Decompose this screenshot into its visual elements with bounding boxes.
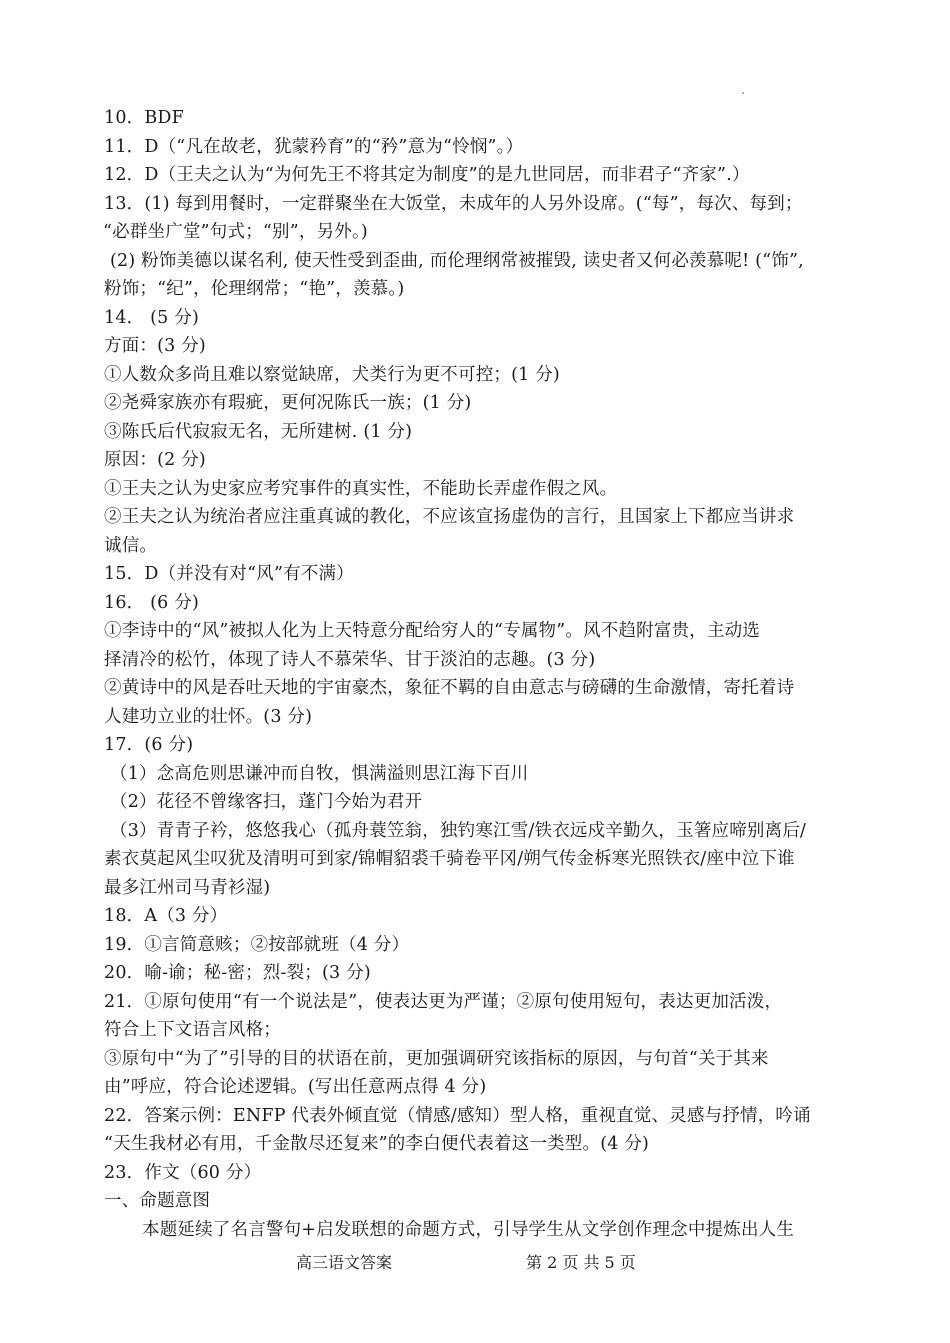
answer-line: 一、命题意图 xyxy=(104,1191,211,1211)
answer-line: ③原句中“为了”引导的目的状语在前，更加强调研究该指标的原因，与句首“关于其来 xyxy=(104,1048,769,1069)
answer-line: 16． (6 分) xyxy=(104,592,199,613)
answer-line: “天生我材必有用，千金散尽还复来”的李白便代表着这一类型。(4 分) xyxy=(104,1134,650,1154)
answer-line: 素衣莫起风尘叹犹及清明可到家/锦帽貂裘千骑卷平冈/朔气传金柝寒光照铁衣/座中泣下谁 xyxy=(104,849,795,869)
answer-line: 符合上下文语言风格； xyxy=(104,1020,281,1040)
answer-line: ②王夫之认为统治者应注重真诚的教化，不应该宣扬虚伪的言行，且国家上下都应当讲求 xyxy=(104,507,795,527)
answer-line: 13．(1) 每到用餐时，一定群聚坐在大饭堂，未成年的人另外设席。(“每”，每次、每到； xyxy=(104,193,803,214)
answer-line: ①李诗中的“风”被拟人化为上天特意分配给穷人的“专属物”。风不趋附富贵，主动选 xyxy=(104,621,761,641)
answer-line: ①王夫之认为史家应考究事件的真实性，不能助长弄虚作假之风。 xyxy=(104,478,618,499)
answer-line: 方面：(3 分) xyxy=(104,336,206,356)
answer-line: 11．D（“凡在故老，犹蒙矜育”的“矜”意为“怜悯”。） xyxy=(104,136,524,157)
footer-doc-title: 高三语文答案 xyxy=(296,1253,393,1272)
footer-page-number: 第 2 页 共 5 页 xyxy=(526,1253,636,1272)
answer-line: 择清冷的松竹，体现了诗人不慕荣华、甘于淡泊的志趣。(3 分) xyxy=(104,649,596,670)
answer-line: 粉饰；“纪”，伦理纲常；“艳”，羡慕。) xyxy=(104,279,405,299)
answer-line: 20．喻-谕；秘-密；烈-裂；(3 分) xyxy=(104,963,371,983)
answer-body xyxy=(104,104,849,1244)
answer-line: 10．BDF xyxy=(104,108,185,128)
answer-line: （3）青青子衿，悠悠我心（孤舟蓑笠翁，独钓寒江雪/铁衣远戍辛勤久，玉箸应啼别离后/ xyxy=(110,820,807,841)
answer-line: 由”呼应，符合论述逻辑。(写出任意两点得 4 分) xyxy=(104,1077,487,1097)
answer-line: 14． (5 分) xyxy=(104,307,199,328)
answer-line: 12．D（王夫之认为“为何先王不将其定为制度”的是九世同居，而非君子“齐家”.） xyxy=(104,165,750,185)
answer-line: （1）念高危则思谦冲而自牧，惧满溢则思江海下百川 xyxy=(110,763,529,784)
answer-line: 原因：(2 分) xyxy=(104,450,206,470)
answer-line: ②尧舜家族亦有瑕疵，更何况陈氏一族；(1 分) xyxy=(104,393,472,413)
answer-line: 19．①言简意赅；②按部就班（4 分） xyxy=(104,934,410,955)
answer-line: 17．(6 分) xyxy=(104,735,194,755)
answer-line: 诚信。 xyxy=(104,535,158,556)
answer-line: 最多江州司马青衫湿) xyxy=(104,877,271,898)
scan-speck xyxy=(742,92,744,94)
answer-line: ①人数众多尚且难以察觉缺席，犬类行为更不可控；(1 分) xyxy=(104,364,560,385)
answer-line: （2）花径不曾缘客扫，蓬门今始为君开 xyxy=(110,792,423,812)
answer-line: 21．①原句使用“有一个说法是”，使表达更为严谨；②原句使用短句，表达更加活泼， xyxy=(104,991,783,1012)
answer-line: 本题延续了名言警句+启发联想的命题方式，引导学生从文学创作理念中提炼出人生 xyxy=(142,1219,795,1240)
answer-line: 22．答案示例：ENFP 代表外倾直觉（情感/感知）型人格，重视直觉、灵感与抒情，吟诵 xyxy=(104,1105,811,1126)
answer-line: ②黄诗中的风是吞吐天地的宇宙豪杰，象征不羁的自由意志与磅礴的生命激情，寄托着诗 xyxy=(104,678,795,698)
answer-line: (2) 粉饰美德以谋名利, 使天性受到歪曲, 而伦理纲常被摧毁, 读史者又何必羡慕呢! (“饰”, xyxy=(110,250,804,271)
answer-line: 人建功立业的壮怀。(3 分) xyxy=(104,706,313,727)
answer-line: 15．D（并没有对“风”有不满） xyxy=(104,564,354,584)
answer-line: 23．作文（60 分） xyxy=(104,1162,262,1183)
answer-line: 18．A（3 分） xyxy=(104,906,228,926)
answer-line: “必群坐广堂”句式；“别”，另外。) xyxy=(103,222,368,242)
answer-line: ③陈氏后代寂寂无名，无所建树. (1 分) xyxy=(104,421,413,442)
